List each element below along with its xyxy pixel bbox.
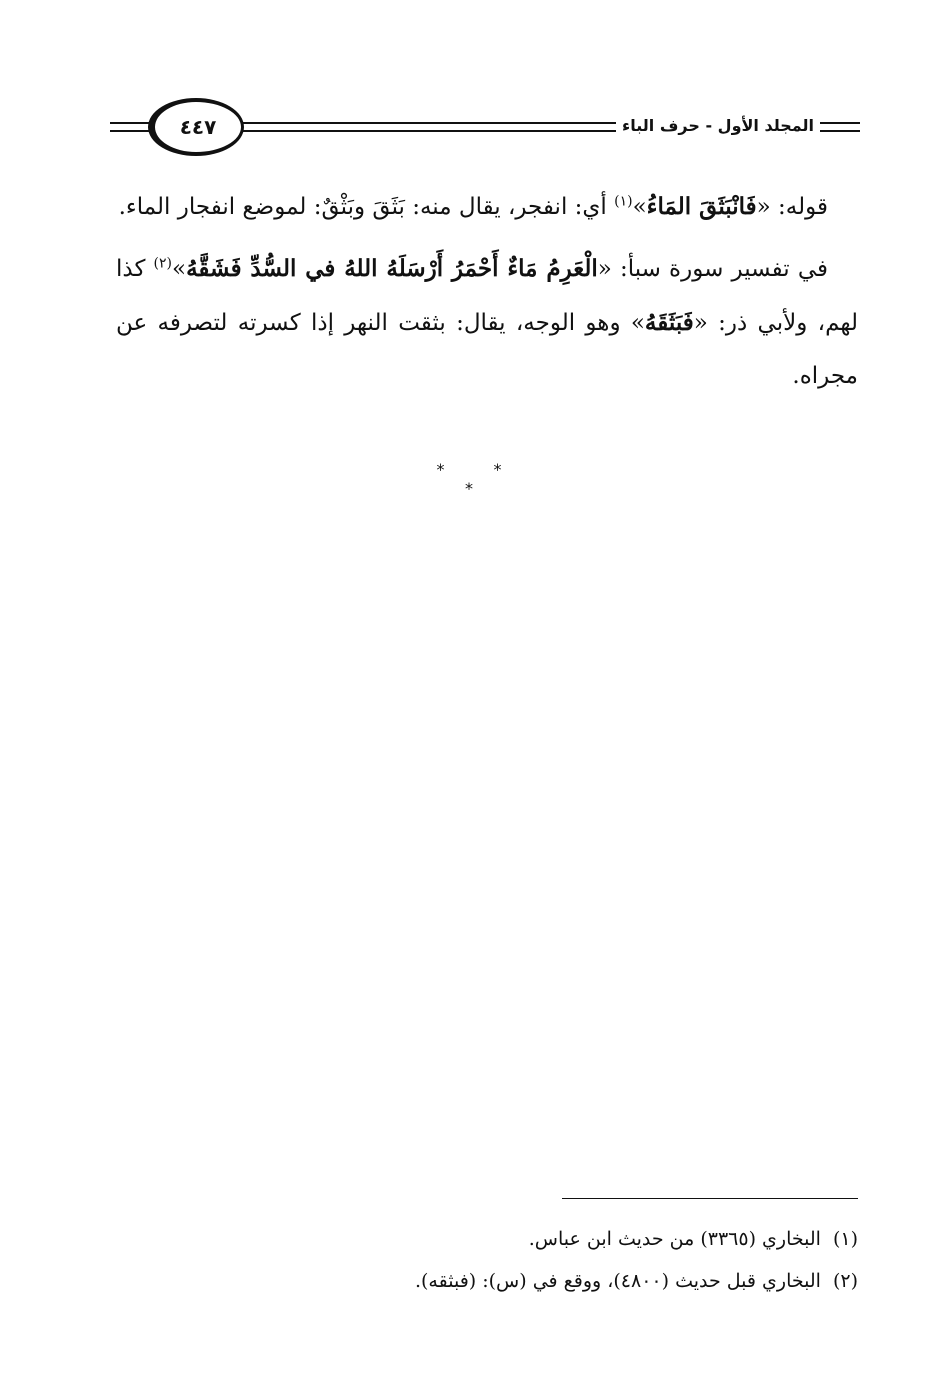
footnote-number: (١) — [832, 1228, 858, 1250]
paragraph-1 — [116, 180, 858, 234]
paragraph-2 — [116, 242, 858, 403]
quran-quote-1: فَانْبَثَقَ المَاءُ — [646, 193, 757, 220]
quote-2: الْعَرِمُ مَاءٌ أَحْمَرُ أَرْسَلَهُ اللهُ في السُّدِّ فَشَقَّهُ — [186, 255, 598, 282]
p2-rest: » وهو الوجه، يقال: بثقت النهر إذا كسرته لتصرفه عن مجراه. — [116, 310, 858, 389]
quote-3: فَبَثَقَهُ — [644, 309, 694, 336]
running-title: المجلد الأول - حرف الباء — [616, 116, 820, 135]
footnote-rule — [562, 1198, 858, 1199]
header-rule-left-bottom — [110, 130, 150, 132]
header-rule-left-top — [110, 122, 150, 124]
p1-lead: قوله: « — [756, 194, 828, 220]
page-number: ٤٤٧ — [179, 115, 217, 139]
footnotes — [116, 1218, 858, 1302]
footnote-text: البخاري قبل حديث (٤٨٠٠)، ووقع في (س): (فبثقه). — [414, 1270, 821, 1292]
p2-lead: في تفسير سورة سبأ: « — [597, 256, 828, 282]
footnote-ref-2: (٢) — [153, 255, 173, 272]
p1-close-quote: » — [632, 194, 647, 220]
page-header — [110, 98, 860, 158]
footnote-1 — [116, 1218, 858, 1260]
main-text — [116, 180, 858, 411]
p1-rest: أي: انفجر، يقال منه: بَثَقَ وبَثْقٌ: لموضع انفجار الماء. — [118, 194, 615, 220]
footnote-number: (٢) — [832, 1270, 858, 1292]
footnote-text: البخاري (٣٣٦٥) من حديث ابن عباس. — [528, 1228, 821, 1250]
footnote-ref-1: (١) — [614, 193, 633, 210]
footnote-2 — [116, 1260, 858, 1302]
p2-close-quote: » — [172, 256, 187, 282]
p2-mid: كذا لهم، ولأبي ذر: « — [116, 256, 858, 336]
section-separator: * * * — [436, 460, 524, 498]
page-number-oval — [148, 98, 244, 156]
